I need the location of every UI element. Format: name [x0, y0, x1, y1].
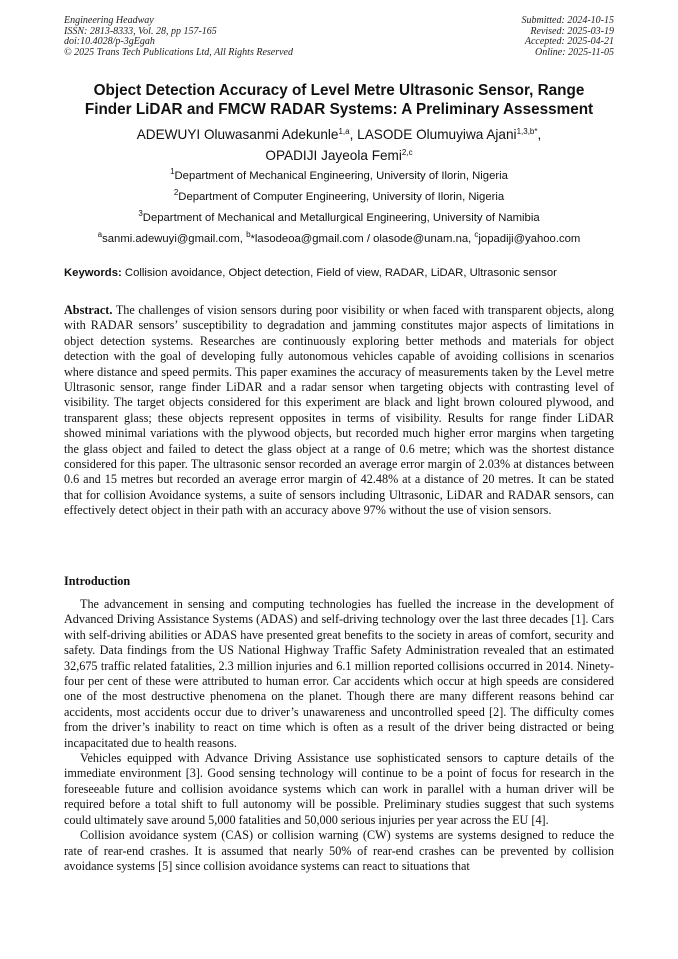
affiliation-2: [40, 190, 638, 204]
author-1-sup: 1,a: [338, 127, 350, 136]
affiliation-1-sup: 1: [170, 167, 175, 176]
copyright: © 2025 Trans Tech Publications Ltd, All Rights Reserved: [64, 46, 293, 58]
affiliation-2-sup: 2: [173, 188, 179, 197]
author-1-name: ADEWUYI Oluwasanmi Adekunle: [136, 127, 339, 142]
journal-name: Engineering Headway: [64, 15, 154, 26]
journal-header-left: [64, 16, 293, 58]
abstract-text: The challenges of vision sensors during poor visibility or when faced with transparent objects, along with RADAR sensors’ susceptibility to degradation and jamming constitutes major aspects of limitations in object detection systems. Researches are continuously exploring better methods and materials for object detection with the goal of developing fully autonomous vehicles capable of avoiding collisions in scenarios where distance and speed permits. This paper examines the accuracy of measurements taken by the Level metre Ultrasonic sensor, range finder LiDAR and a radar sensor when targeting objects with contrasting level of visibility. The target objects considered for this experiment are black and light brown coloured plywood, and transparent glass; these objects represent opposites in terms of visibility. Results for range finder LiDAR showed minimal variations with the plywood objects, but recorded much higher error margins when targeting the glass object and failed to detect the glass object at a range of 0.6 metre; which was the shortest distance considered for this paper. The ultrasonic sensor recorded an average error margin of 2.03% at distances between 0.6 and 15 metres but recorded an average error margin of 42.48% at a distance of 20 metres. It can be stated that for collision Avoidance systems, a suite of sensors including Ultrasonic, LiDAR and RADAR sensors, can effectively detect object in their path with an accuracy above 97% without the use of vision sensors.: [64, 303, 614, 518]
doi: doi:10.4028/p-3gEgah: [64, 36, 155, 47]
email-a[interactable]: sanmi.adewuyi@gmail.com,: [102, 233, 247, 245]
affiliation-3-sup: 3: [138, 209, 143, 218]
author-2-sup: 1,3,b*: [516, 127, 538, 136]
email-b[interactable]: *lasodeoa@gmail.com / olasode@unam.na,: [250, 233, 475, 245]
affiliation-1-text: Department of Mechanical Engineering, University of Ilorin, Nigeria: [174, 170, 508, 182]
email-c-sup: c: [474, 230, 479, 239]
abstract-label: Abstract.: [64, 303, 113, 317]
abstract: [64, 303, 614, 519]
introduction-heading: Introduction: [64, 574, 131, 588]
issn: ISSN: 2813-8333, Vol. 28, pp 157-165: [64, 25, 217, 37]
affiliation-1: [40, 169, 638, 183]
email-b-sup: b: [246, 230, 251, 239]
author-2-name: LASODE Olumuyiwa Ajani: [357, 127, 517, 142]
accepted-date: Accepted: 2025-04-21: [524, 36, 614, 47]
paper-title: [50, 81, 628, 119]
title-line-1: Object Detection Accuracy of Level Metre Ultrasonic Sensor, Range: [93, 82, 585, 99]
author-3-name: OPADIJI Jayeola Femi: [265, 148, 402, 163]
author-list: [50, 124, 628, 166]
keywords: [64, 266, 624, 280]
revised-date: Revised: 2025-03-19: [530, 25, 614, 37]
email-a-sup: a: [97, 230, 103, 239]
submitted-date: Submitted: 2024-10-15: [521, 15, 614, 26]
intro-paragraph-1: The advancement in sensing and computing technologies has fuelled the increase in the development of Advanced Driving Assistance Systems (ADAS) and self-driving technology over the last three decades [1]. Cars with self-driving abilities or ADAS have presented great benefits to the society in areas of comfort, security and safety. Data findings from the US National Highway Traffic Safety Administration revealed that an estimated 32,675 traffic related fatalities, 2.3 million injuries and 6.1 million reported collisions occurred in 2014. Ninety-four per cent of these were attributed to human error. Car accidents which occur at high speeds are considered one of the most destructive phenomena on the planet. Though there are many different reasons behind car accidents, most accidents occur due to driver’s unawareness and uncontrolled speed [2]. The difficulty comes from the driver’s inability to react on time which is often as a result of the driver being distracted or being incapacitated due to health reasons.: [64, 597, 614, 750]
affiliation-2-text: Department of Computer Engineering, University of Ilorin, Nigeria: [178, 191, 505, 203]
affiliation-3: [40, 211, 638, 225]
email-c[interactable]: jopadiji@yahoo.com: [478, 233, 581, 245]
keywords-label: Keywords:: [64, 267, 122, 279]
authors-line-1: ADEWUYI Oluwasanmi Adekunle$^{1,a}$, LASODE Olumuyiwa Ajani$^{1,3,b*}$,: [136, 127, 542, 142]
introduction-body: [64, 597, 614, 874]
journal-header-right: [522, 16, 615, 58]
author-3-sup: 2,c: [401, 148, 413, 157]
keywords-text: Collision avoidance, Object detection, Field of view, RADAR, LiDAR, Ultrasonic sensor: [121, 267, 557, 279]
intro-paragraph-3: Collision avoidance system (CAS) or collision warning (CW) systems are systems designed to reduce the rate of rear-end crashes. It is assumed that nearly 50% of rear-end crashes can be prevented by collision avoidance systems [5] since collision avoidance systems can react to situations that: [64, 828, 614, 873]
authors-line-2: [50, 145, 628, 166]
intro-paragraph-2: Vehicles equipped with Advance Driving Assistance use sophisticated sensors to capture details of the immediate environment [3]. Good sensing technology will continue to be a point of focus for research in the foreseeable future and collision avoidance systems which can work in parallel with a human driver will be required before a total shift to full autonomy will be possible. Preliminary studies suggest that such systems could ultimately save around 5,000 fatalities and 50,000 serious injuries per year across the EU [4].: [64, 751, 614, 827]
title-line-2: Finder LiDAR and FMCW RADAR Systems: A Preliminary Assessment: [84, 101, 594, 118]
affiliation-3-text: Department of Mechanical and Metallurgical Engineering, University of Namibia: [142, 212, 540, 224]
email-line: [40, 232, 638, 246]
online-date: Online: 2025-11-05: [535, 46, 614, 58]
